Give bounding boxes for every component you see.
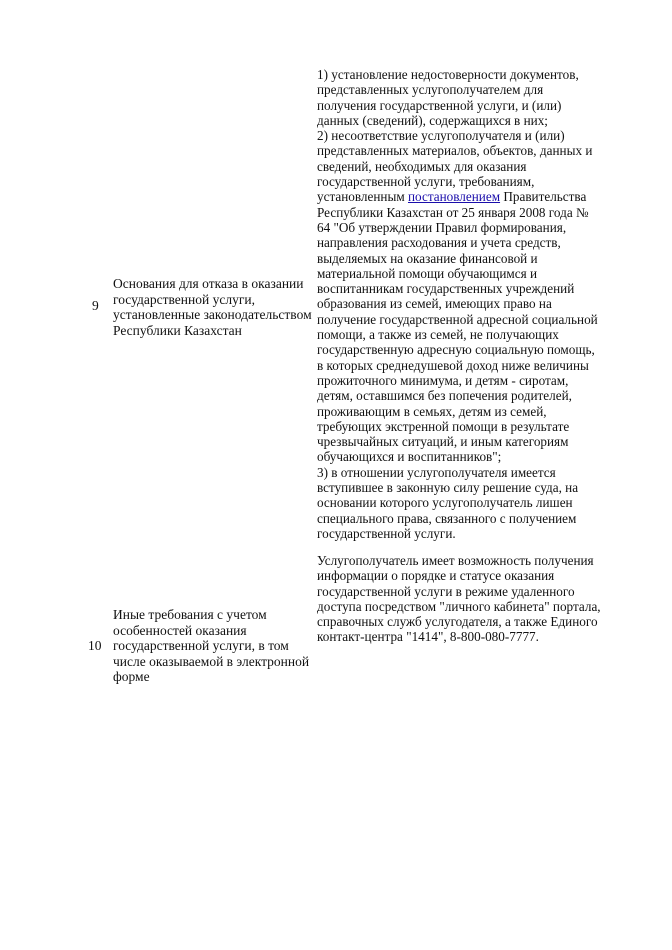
content-line: чрезвычайных ситуаций, и иным категориям [317,434,569,450]
content-line: Республики Казахстан от 25 января 2008 года № [317,204,589,220]
content-line-with-link [317,189,617,204]
content-line: представленных услугополучателем для [317,82,544,98]
content-line: помощи, а также из семей, не получающих [317,327,559,343]
content-line: материальной помощи обучающимся и [317,265,538,281]
content-line: 3) в отношении услугополучателя имеется [317,464,556,480]
row-number: 10 [88,638,102,653]
content-line: выделяемых на оказание финансовой и [317,250,538,266]
content-line: государственной услуги в режиме удаленного [317,583,575,599]
content-line: Услугополучатель имеет возможность получения [317,553,594,568]
content-line: получения государственной услуги, и (или) [317,97,562,113]
content-line: требующих экстренной помощи в результате [317,418,570,434]
content-line: специального права, связанного с получением [317,510,577,526]
row-number: 9 [92,298,99,313]
row-title-line: Иные требования с учетом [113,607,267,622]
content-line: государственную адресную социальную помощь, [317,342,595,358]
content-line: представленных материалов, объектов, данных и [317,143,593,159]
content-line: воспитанникам государственных учреждений [317,281,575,297]
content-line: в которых среднедушевой доход ниже величины [317,357,589,373]
content-line: детям, оставшимся без попечения родителей, [317,388,572,404]
row-title-line: Республики Казахстан [113,322,242,338]
link-suffix: Правительства [500,189,587,205]
row-title-line: государственной услуги, в том [113,638,289,654]
row-title [113,607,318,685]
row-title-line: числе оказываемой в электронной [113,653,310,669]
row-content [317,553,617,645]
row-title [113,276,318,338]
row-title-line: особенностей оказания [113,622,247,638]
row-title-line: установленные законодательством [113,307,312,323]
content-line: обучающихся и воспитанников"; [317,449,502,465]
content-line: сведений, необходимых для оказания [317,158,527,174]
row-title-line: форме [113,669,150,685]
content-line: доступа посредством "личного кабинета" портала, [317,598,601,614]
content-line: образования из семей, имеющих право на [317,296,552,312]
content-line: 2) несоответствие услугополучателя и (или) [317,128,565,144]
content-line: 1) установление недостоверности документов, [317,67,579,82]
row-title-line: государственной услуги, [113,291,255,307]
row-title-line: Основания для отказа в оказании [113,276,304,291]
content-line: получение государственной адресной социальной [317,311,598,327]
content-line: проживающим в семьях, детям из семей, [317,403,547,419]
content-line: данных (сведений), содержащихся в них; [317,112,548,128]
content-line: прожиточного минимума, и детям - сиротам, [317,372,569,388]
content-line: контакт-центра "1414", 8-800-080-7777. [317,629,539,645]
row-content [317,67,617,541]
content-line: направления расходования и учета средств, [317,235,561,251]
content-line: 64 "Об утверждении Правил формирования, [317,219,567,235]
content-line: государственной услуги, требованиям, [317,174,535,190]
link-prefix: установленным [317,189,408,205]
content-line: информации о порядке и статусе оказания [317,568,555,584]
content-line: вступившее в законную силу решение суда, на [317,480,579,496]
content-line: государственной услуги. [317,525,456,541]
content-line: справочных служб услугодателя, а также Единого [317,614,598,630]
content-line: основании которого услугополучатель лишен [317,495,573,511]
resolution-link[interactable]: постановлением [407,189,501,205]
